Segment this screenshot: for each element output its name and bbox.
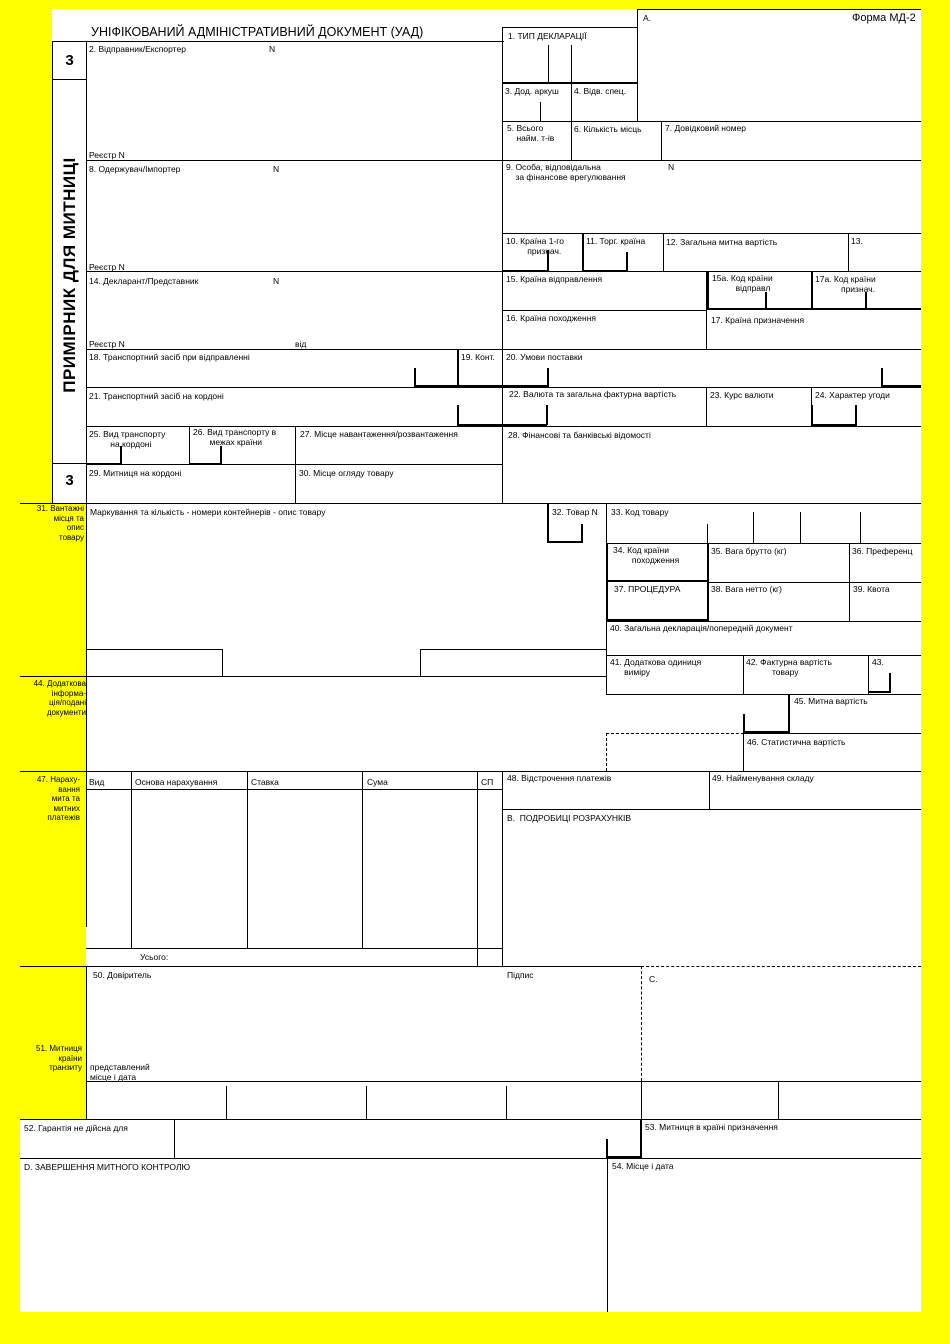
box-10-label: 10. Країна 1-го признач. — [506, 236, 564, 256]
rule — [20, 771, 921, 772]
rule — [540, 102, 541, 121]
rule — [778, 1081, 779, 1120]
rule — [86, 349, 921, 350]
box-b-label: В. ПОДРОБИЦІ РОЗРАХУНКІВ — [507, 813, 632, 823]
rule — [477, 771, 478, 966]
rule — [457, 405, 459, 425]
box-4-label: 4. Відв. спец. — [574, 86, 627, 96]
rule — [502, 27, 503, 503]
rule — [606, 694, 921, 695]
box-1-label: 1. ТИП ДЕКЛАРАЦІЇ — [508, 31, 587, 41]
rule — [174, 1119, 175, 1158]
box-51-side-label: 51. Митниця країни транзиту — [36, 1044, 82, 1072]
rule — [788, 694, 790, 733]
rule — [889, 673, 891, 693]
rule — [855, 405, 857, 425]
rule — [86, 41, 87, 927]
box-14-n: N — [273, 276, 280, 286]
rule — [20, 966, 641, 967]
rule — [606, 733, 607, 771]
rule — [366, 1086, 367, 1120]
rule — [640, 1119, 642, 1158]
rule — [502, 233, 921, 234]
rule — [52, 79, 86, 80]
box-20-label: 20. Умови поставки — [506, 352, 583, 362]
rule — [502, 27, 637, 28]
box-34-label: 34. Код країни походження — [613, 545, 680, 565]
box-31-side-label: 31. Вантажні місця та опис товару — [36, 504, 84, 542]
box-29-label: 29. Митниця на кордоні — [89, 468, 182, 478]
rule — [582, 233, 584, 271]
box-35-label: 35. Вага брутто (кг) — [711, 546, 787, 556]
box-30-label: 30. Місце огляду товару — [299, 468, 394, 478]
box-42-label: 42. Фактурна вартість товару — [746, 657, 832, 677]
rule — [52, 41, 53, 503]
box-46-label: 46. Статистична вартість — [747, 737, 846, 747]
rule — [571, 121, 572, 160]
box-a-label: A. — [643, 13, 652, 23]
rule — [86, 649, 222, 650]
rule — [502, 809, 921, 810]
rule — [547, 541, 583, 543]
rule — [661, 121, 662, 160]
box-7-label: 7. Довідковий номер — [665, 123, 747, 133]
box-19-label: 19. Конт. — [461, 352, 495, 362]
box-8-registry: Реєстр N — [89, 262, 125, 272]
rule — [414, 368, 416, 386]
rule — [707, 524, 708, 543]
box-9-label: 9. Особа, відповідальна за фінансове врегулювання — [506, 162, 626, 182]
rule — [606, 621, 921, 622]
rule — [247, 771, 248, 948]
rule — [800, 512, 801, 543]
rule — [222, 649, 223, 676]
box-47-col-rate: Ставка — [251, 777, 279, 787]
box-21-label: 21. Транспортний засіб на кордоні — [89, 391, 224, 401]
box-47-col-sp: СП — [481, 777, 494, 787]
box-54-label: 54. Місце і дата — [612, 1161, 674, 1171]
rule — [20, 676, 606, 677]
rule — [52, 463, 86, 464]
rule — [86, 387, 921, 388]
rule — [362, 771, 363, 948]
box-24-label: 24. Характер угоди — [815, 390, 890, 400]
box-50-label: 50. Довіритель — [93, 970, 152, 980]
box-31-label: Маркування та кількість - номери контейнерів - опис товару — [90, 507, 326, 517]
box-47-total: Усього: — [140, 952, 169, 962]
rule — [743, 655, 744, 694]
box-12-label: 12. Загальна митна вартість — [666, 237, 778, 247]
rule — [709, 771, 710, 809]
rule — [707, 308, 921, 310]
box-8-n: N — [273, 164, 280, 174]
rule — [860, 512, 861, 543]
rule — [753, 512, 754, 543]
rule — [707, 271, 709, 310]
form-area-top — [52, 9, 921, 503]
rule — [581, 524, 583, 543]
box-33-label: 33. Код товару — [611, 507, 669, 517]
box-47-col-sum: Сума — [367, 777, 388, 787]
rule — [571, 45, 572, 121]
rule — [502, 121, 921, 122]
box-5-label: 5. Всього найм. т-ів — [507, 123, 555, 143]
rule — [811, 405, 813, 425]
copy-number-top: 3 — [65, 52, 74, 69]
box-36-label: 36. Преференц — [852, 546, 913, 556]
rule — [606, 543, 921, 544]
rule — [131, 771, 132, 948]
rule — [637, 9, 638, 121]
rule — [546, 405, 548, 425]
rule — [20, 1158, 921, 1159]
box-45-label: 45. Митна вартість — [794, 696, 868, 706]
box-18-label: 18. Транспортний засіб при відправленні — [89, 352, 250, 362]
box-15-label: 15. Країна відправлення — [506, 274, 603, 284]
rule — [865, 292, 867, 309]
rule — [86, 948, 502, 949]
box-c-label: C. — [649, 974, 658, 984]
rule — [548, 45, 549, 82]
box-52-label: 52. Гарантія не дійсна для — [24, 1123, 128, 1133]
rule — [457, 349, 459, 387]
box-17a-label: 17а. Код країни признач. — [815, 274, 876, 294]
box-6-label: 6. Кількість місць — [574, 124, 642, 134]
rule — [606, 543, 608, 621]
box-48-label: 48. Відстрочення платежів — [507, 773, 612, 783]
rule — [420, 649, 421, 676]
rule — [868, 691, 891, 693]
box-39-label: 39. Квота — [853, 584, 890, 594]
rule — [706, 387, 707, 426]
box-28-label: 28. Фінансові та банківські відомості — [508, 430, 651, 440]
box-8-label: 8. Одержувач/Імпортер — [89, 164, 181, 174]
rule — [547, 503, 549, 543]
box-2-registry: Реєстр N — [89, 150, 125, 160]
box-9-n: N — [668, 162, 675, 172]
rule — [86, 271, 921, 272]
box-23-label: 23. Курс валюти — [710, 390, 774, 400]
rule — [606, 580, 709, 582]
rule — [86, 160, 921, 161]
rule — [420, 649, 606, 650]
rule — [765, 292, 767, 309]
rule — [86, 1081, 921, 1082]
rule — [86, 464, 502, 465]
box-53-label: 53. Митниця в країні призначення — [645, 1122, 778, 1132]
rule — [811, 271, 813, 310]
rule — [189, 426, 190, 464]
box-47-side-label: 47. Нараху- вання мита та митних платежів — [36, 775, 80, 822]
rule — [641, 966, 921, 967]
box-13-label: 13. — [851, 236, 863, 246]
rule — [848, 233, 849, 271]
box-47-col-basis: Основа нарахування — [135, 777, 218, 787]
box-47-col-type: Вид — [89, 777, 105, 787]
rule — [547, 368, 549, 386]
box-14-from: від — [295, 339, 307, 349]
box-40-label: 40. Загальна декларація/попередній документ — [610, 623, 793, 633]
rule — [641, 1081, 642, 1120]
form-title: УНІФІКОВАНИЙ АДМІНІСТРАТИВНИЙ ДОКУМЕНТ (УАД) — [91, 25, 424, 39]
box-16-label: 16. Країна походження — [506, 313, 597, 323]
box-22-label: 22. Валюта та загальна фактурна вартість — [509, 389, 677, 399]
box-50-represented: представлений місце і дата — [90, 1062, 150, 1082]
box-14-label: 14. Декларант/Представник — [89, 276, 199, 286]
rule — [707, 582, 921, 583]
box-43-label: 43. — [872, 657, 884, 667]
rule — [220, 446, 222, 465]
rule — [86, 789, 502, 790]
box-d-label: D. ЗАВЕРШЕННЯ МИТНОГО КОНТРОЛЮ — [24, 1162, 191, 1172]
box-38-label: 38. Вага нетто (кг) — [711, 584, 782, 594]
box-3-label: 3. Дод. аркуш — [505, 86, 559, 96]
rule — [52, 503, 921, 504]
rule — [502, 82, 638, 84]
rule — [743, 733, 744, 771]
form-id: Форма МД-2 — [852, 12, 916, 24]
box-44-side-label: 44. Додаткова інформа- ція/подані документи — [33, 679, 86, 717]
box-14-registry: Реєстр N — [89, 339, 125, 349]
rule — [607, 1158, 608, 1312]
box-32-label: 32. Товар N — [552, 507, 598, 517]
rule — [663, 233, 664, 271]
rule — [606, 1139, 608, 1158]
box-50-signature: Підпис — [507, 970, 534, 980]
rule — [641, 966, 642, 1081]
copy-number-bottom: 3 — [65, 472, 74, 489]
rule — [86, 966, 87, 1120]
rule — [502, 310, 707, 311]
rule — [606, 655, 921, 656]
form-area-main — [86, 503, 921, 1120]
rule — [502, 771, 503, 966]
box-49-label: 49. Найменування складу — [712, 773, 814, 783]
box-27-label: 27. Місце навантаження/розвантаження — [300, 429, 458, 439]
box-15a-label: 15а. Код країни відправл — [712, 273, 773, 293]
rule — [743, 733, 921, 734]
rule — [868, 655, 869, 694]
box-37-label: 37. ПРОЦЕДУРА — [614, 584, 681, 594]
rule — [626, 252, 628, 272]
box-25-label: 25. Вид транспорту на кордоні — [89, 429, 166, 449]
box-2-label: 2. Відправник/Експортер — [89, 44, 186, 54]
rule — [637, 9, 921, 10]
form-area-bottom — [20, 1120, 921, 1312]
box-11-label: 11. Торг. країна — [586, 236, 646, 246]
rule — [743, 714, 745, 733]
rule — [606, 733, 744, 734]
copy-side-label: ПРИМІРНИК ДЛЯ МИТНИЦІ — [60, 157, 79, 393]
rule — [20, 1119, 921, 1120]
box-17-label: 17. Країна призначення — [711, 315, 805, 325]
box-2-n: N — [269, 44, 276, 54]
rule — [881, 368, 883, 386]
rule — [506, 1086, 507, 1120]
box-41-label: 41. Додаткова одиниця виміру — [610, 657, 702, 677]
rule — [52, 41, 504, 42]
box-26-label: 26. Вид транспорту в межах країни — [193, 427, 277, 447]
rule — [226, 1086, 227, 1120]
